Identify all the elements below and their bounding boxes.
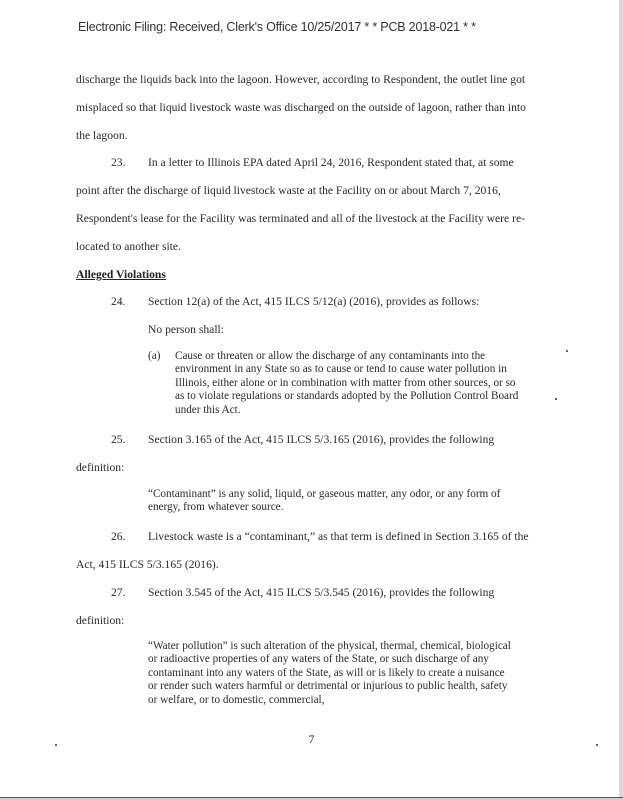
paragraph-24-number: 24. [111, 295, 126, 308]
scan-speck [555, 398, 557, 400]
water-pollution-definition-quote: “Water pollution” is such alteration of the physical, thermal, chemical, biological or radioactive properties of any waters of the State, or such discharge of any contaminant into any waters of the State, as will or is likely to create a nuisance or render such waters harmful or detrimental or injurious to public health, safety or welfare, or to domestic, commercial, [148, 640, 511, 706]
paragraph-23-line-4: located to another site. [76, 240, 181, 253]
paragraph-23-number: 23. [111, 156, 126, 169]
paragraph-25-line-1: Section 3.165 of the Act, 415 ILCS 5/3.165 (2016), provides the following [148, 433, 495, 446]
paragraph-25-line-2: definition: [76, 461, 125, 474]
page-number: 7 [308, 733, 315, 746]
carryover-line-3: the lagoon. [76, 129, 128, 142]
carryover-line-2: misplaced so that liquid livestock waste was discharged on the outside of lagoon, rather than into [76, 101, 526, 114]
paragraph-23-line-3: Respondent's lease for the Facility was terminated and all of the livestock at the Facility were re- [76, 212, 525, 225]
paragraph-27-line-2: definition: [76, 614, 125, 627]
statute-item-text: Cause or threaten or allow the discharge of any contaminants into the environment in any State so as to cause or tend to cause water pollution in Illinois, either alone or in combination with matter from other sources, or so as to violate regulations or standards adopted by the Pollution Control Board under this Act. [175, 350, 519, 416]
paragraph-26-number: 26. [111, 530, 126, 543]
scan-speck [566, 350, 568, 352]
paragraph-24-line-1: Section 12(a) of the Act, 415 ILCS 5/12(a) (2016), provides as follows: [148, 295, 480, 308]
scan-edge-right [619, 0, 623, 800]
carryover-line-1: discharge the liquids back into the lagoon. However, according to Respondent, the outlet line got [76, 73, 526, 86]
paragraph-26-line-1: Livestock waste is a “contaminant,” as that term is defined in Section 3.165 of the [148, 530, 529, 543]
filing-stamp-header: Electronic Filing: Received, Clerk's Office 10/25/2017 * * PCB 2018-021 * * [78, 20, 476, 34]
scan-speck [596, 744, 598, 746]
paragraph-23-line-2: point after the discharge of liquid livestock waste at the Facility on or about March 7, 2016, [76, 184, 501, 197]
paragraph-27-line-1: Section 3.545 of the Act, 415 ILCS 5/3.545 (2016), provides the following [148, 586, 495, 599]
paragraph-23-line-1: In a letter to Illinois EPA dated April 24, 2016, Respondent stated that, at some [148, 156, 514, 169]
paragraph-24-intro: No person shall: [148, 323, 224, 336]
paragraph-27-number: 27. [111, 586, 126, 599]
scan-speck [55, 744, 57, 746]
paragraph-25-number: 25. [111, 433, 126, 446]
statute-item-marker: (a) [148, 350, 161, 362]
contaminant-definition-quote: “Contaminant” is any solid, liquid, or gaseous matter, any odor, or any form of energy, from whatever source. [148, 488, 501, 514]
section-heading: Alleged Violations [76, 268, 166, 281]
paragraph-26-line-2: Act, 415 ILCS 5/3.165 (2016). [76, 558, 219, 571]
